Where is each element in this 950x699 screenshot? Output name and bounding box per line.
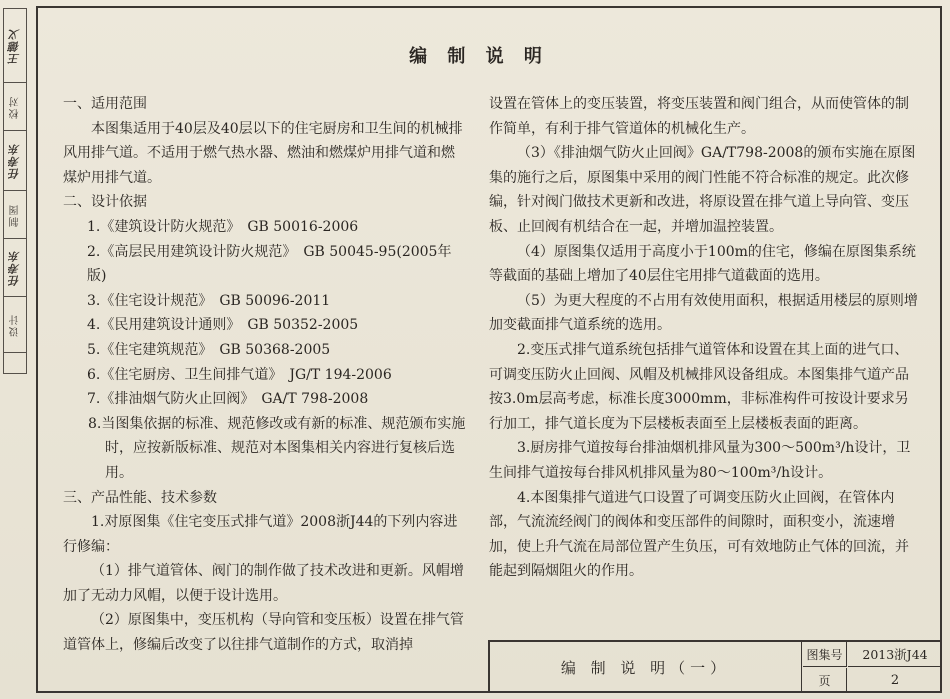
paragraph: 4.本图集排气道进气口设置了可调变压防火止回阀，在管体内部，气流流经阀门的阀体和变压部件的间隙时，面积变小，流速增加，使上升气流在局部位置产生负压，可有效地防止气体的回流，并能起到隔烟阻火的作用。: [489, 489, 909, 580]
title-block-name: 编 制 说 明（一）: [490, 642, 802, 693]
role-label: 校对: [9, 94, 21, 119]
signature-text: 王德义: [8, 27, 21, 64]
paragraph: 1.对原图集《住宅变压式排气道》2008浙J44的下列内容进行修编：: [63, 514, 458, 555]
paragraph: （2）原图集中，变压机构（导向管和变压板）设置在排气管道管体上，修编后改变了以往排气道制作的方式，取消掉: [63, 612, 464, 654]
paragraph: 设置在管体上的变压装置，将变压装置和阀门组合，从而使管体的制作简单，有利于排气管道体的机械化生产。: [489, 96, 909, 137]
section-heading: 一、适用范围: [63, 96, 147, 112]
paragraph: （3）《排油烟气防火止回阀》GA/T798-2008的颁布实施在原图集的施行之后，原图集中采用的阀门性能不符合标准的规定。此次修编，针对阀门做技术更新和改进，将原设置在排气道上导向管、变压板、止回阀有机结合在一起，并增加温控装置。: [489, 145, 916, 235]
reference-item: 4.《民用建筑设计通则》 GB 50352-2005: [87, 317, 359, 334]
signature-text: 任寿东: [8, 142, 21, 179]
paragraph: 2.变压式排气道系统包括排气道管体和设置在其上面的进气口、可调变压防火止回阀、风帽及机械排风设备组成。本图集排气道产品按3.0m层高考虑，标准长度3000mm，非标准构件可按设计要求另行加工，排气道长度为下层楼板表面至上层楼板表面的距离。: [489, 341, 909, 432]
signature-text: 任寿东: [8, 249, 21, 286]
reference-item: 8.当图集依据的标准、规范修改或有新的标准、规范颁布实施时，应按新版标准、规范对本图集相关内容进行复核后选用。: [88, 415, 466, 481]
right-column: [489, 92, 919, 584]
signature-cell: [4, 83, 26, 131]
reference-item: 7.《排油烟气防火止回阀》 GA/T 798-2008: [87, 391, 369, 408]
paragraph: （1）排气道管体、阀门的制作做了技术改进和更新。风帽增加了无动力风帽，以便于设计选用。: [63, 563, 464, 604]
signature-cell: [4, 191, 26, 239]
role-label: 制图: [9, 202, 21, 227]
page-number: 2: [890, 673, 900, 688]
reference-item: 6.《住宅厨房、卫生间排气道》 JG/T 194-2006: [87, 366, 392, 383]
atlas-number-label: 图集号: [803, 642, 847, 667]
reference-item: 5.《住宅建筑规范》 GB 50368-2005: [87, 341, 331, 358]
role-label: 设计: [9, 312, 21, 337]
left-column: [63, 92, 468, 658]
section-heading: 三、产品性能、技术参数: [63, 489, 217, 506]
signature-cell: [4, 239, 26, 297]
page-title: 编 制 说 明: [409, 46, 549, 67]
paragraph: （5）为更大程度的不占用有效使用面积，根据适用楼层的原则增加变截面排气道系统的选用。: [489, 292, 918, 334]
reference-item: 2.《高层民用建筑设计防火规范》 GB 50045-95(2005年版): [87, 243, 452, 285]
signature-cell: [4, 131, 26, 191]
paragraph: （4）原图集仅适用于高度小于100m的住宅，修编在原图集系统等截面的基础上增加了40层住宅用排气道截面的选用。: [489, 243, 916, 285]
title-block: [488, 640, 942, 693]
reference-item: 3.《住宅设计规范》 GB 50096-2011: [87, 292, 331, 309]
paragraph: 本图集适用于40层及40层以下的住宅厨房和卫生间的机械排风用排气道。不适用于燃气热水器、燃油和燃煤炉用排气道和燃煤炉用排气道。: [63, 120, 463, 186]
atlas-number-value: 2013浙J44: [848, 642, 942, 667]
page-label: 页: [803, 668, 847, 693]
section-heading: 二、设计依据: [63, 194, 147, 211]
reference-item: 1.《建筑设计防火规范》 GB 50016-2006: [87, 218, 359, 235]
paragraph: 3.厨房排气道按每台排油烟机排风量为300～500m³/h设计，卫生间排气道按每台排风机排风量为80～100m³/h设计。: [489, 440, 911, 481]
signature-cell: [4, 297, 26, 353]
